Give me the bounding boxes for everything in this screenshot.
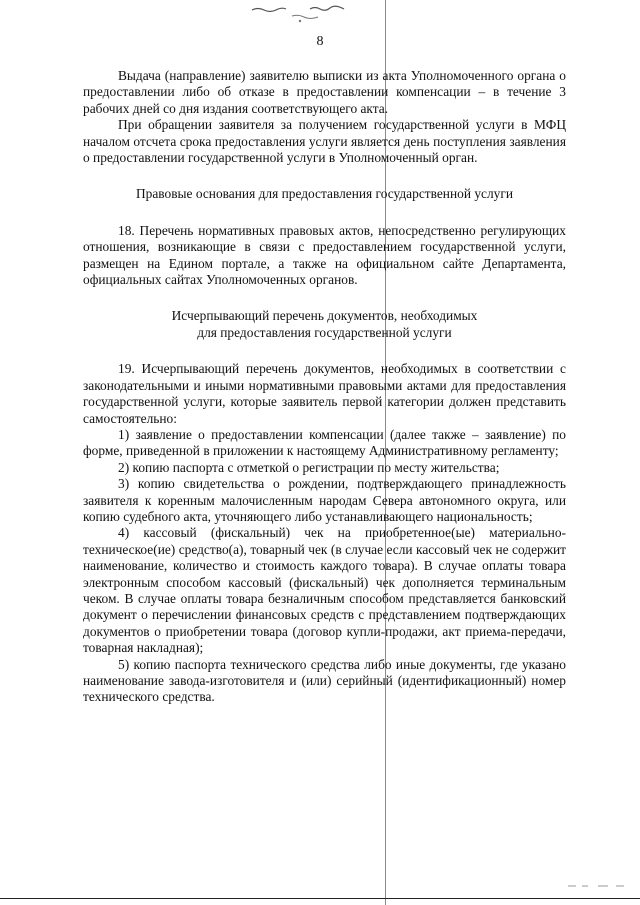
list-item-1: 1) заявление о предоставлении компенсации (далее также – заявление) по форме, приведенной в приложении к настоящему Административному регламенту;: [83, 426, 566, 459]
heading-documents-line2: для предоставления государственной услуги: [197, 324, 452, 340]
scan-artifact-bottom: [568, 884, 628, 888]
page-number: 8: [316, 34, 324, 49]
list-item-4: 4) кассовый (фискальный) чек на приобретенное(ые) материально-техническое(ие) средство(а), товарный чек (в случае если кассовый чек не содержит наименование, количество и стоимость каждого товара). В случае оплаты товара электронным способом кассовый (фискальный) чек дополняется терминальным чеком. В случае оплаты товара безналичным способом представляется банковский документ о перечислении финансовых средств с представлением подтверждающих документов о приобретении товара (договор купли-продажи, акт приема-передачи, товарная накладная);: [83, 525, 566, 656]
list-item-5: 5) копию паспорта технического средства либо иные документы, где указано наименование завода-изготовителя и (или) серийный (идентификационный) номер технического средства.: [83, 656, 566, 705]
document-body: [83, 68, 566, 706]
scan-bottom-edge: [0, 898, 640, 899]
paragraph-19: 19. Исчерпывающий перечень документов, необходимых в соответствии с законодательными и иными нормативными правовыми актами для предоставления государственной услуги, которые заявитель первой категории должен представить самостоятельно:: [83, 361, 566, 426]
list-item-2: 2) копию паспорта с отметкой о регистрации по месту жительства;: [118, 459, 500, 475]
paragraph-mfc-deadline: При обращении заявителя за получением государственной услуги в МФЦ началом отсчета срока предоставления услуги является день поступления заявления о предоставлении государственной услуги в Уполномоченный орган.: [83, 117, 566, 166]
paragraph-18: 18. Перечень нормативных правовых актов, непосредственно регулирующих отношения, возникающие в связи с предоставлением государственной услуги, размещен на Едином портале, а также на официальном сайте Департамента, официальных сайтах Уполномоченных органов.: [83, 222, 566, 288]
list-item-3: 3) копию свидетельства о рождении, подтверждающего принадлежность заявителя к коренным малочисленным народам Севера автономного округа, или копию судебного акта, уточняющего либо устанавливающего национальность;: [83, 476, 566, 524]
heading-legal-basis: Правовые основания для предоставления государственной услуги: [135, 186, 514, 202]
heading-documents-list: [83, 308, 566, 341]
scan-artifact-top: [230, 2, 380, 24]
paragraph-extract-issue: Выдача (направление) заявителю выписки из акта Уполномоченного органа о предоставлении либо об отказе в предоставлении компенсации – в течение 3 рабочих дней со дня издания соответствующего акта.: [83, 68, 566, 116]
heading-documents-line1: Исчерпывающий перечень документов, необходимых: [171, 308, 478, 324]
